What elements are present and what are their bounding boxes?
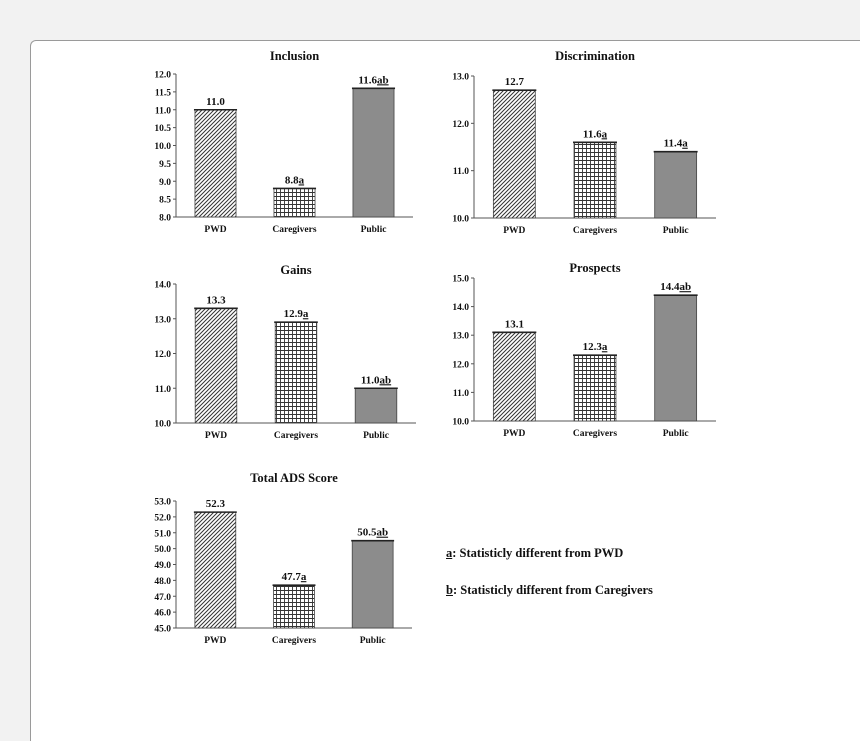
data-label: 13.1 [504, 318, 524, 331]
x-tick-label: Caregivers [271, 636, 317, 646]
data-label: 14.4ab [660, 281, 692, 294]
significance-marker: a [302, 308, 309, 321]
chart-title: Discrimination [555, 49, 635, 63]
y-tick-label: 10.0 [154, 419, 171, 430]
figure [148, 48, 718, 646]
y-tick-label: 49.0 [154, 561, 171, 571]
legend-item-b [446, 583, 653, 598]
bar-caregivers [574, 355, 616, 421]
x-tick-label: Public [360, 225, 387, 235]
chart-total-ads-score [148, 466, 438, 681]
data-label: 52.3 [205, 498, 225, 511]
x-tick-label: PWD [204, 431, 228, 441]
y-tick-label: 10.5 [154, 124, 171, 135]
y-tick-label: 45.0 [154, 624, 171, 635]
chart-title: Gains [280, 263, 312, 277]
x-tick-label: Caregivers [273, 431, 319, 441]
significance-marker: a [298, 174, 305, 187]
y-tick-label: 10.0 [452, 214, 469, 225]
data-label: 11.6ab [358, 74, 389, 87]
bar-pwd [195, 512, 236, 628]
bar-public [352, 541, 393, 628]
data-label: 11.4a [663, 137, 688, 150]
significance-marker: a [601, 341, 608, 354]
data-label: 47.7a [281, 571, 307, 584]
y-tick-label: 8.5 [159, 195, 171, 206]
bar-public [655, 152, 697, 218]
chart-discrimination [438, 48, 728, 263]
x-tick-label: Caregivers [572, 226, 618, 236]
bar-public [353, 88, 394, 217]
x-tick-label: Public [363, 431, 389, 441]
legend-text: : Statisticly different from PWD [452, 546, 624, 560]
bar-caregivers [275, 322, 317, 423]
data-label: 11.0 [206, 95, 225, 108]
y-tick-label: 8.0 [159, 213, 171, 224]
bar-caregivers [274, 188, 315, 217]
significance-marker: a [601, 128, 608, 141]
bar-caregivers [574, 142, 616, 218]
significance-marker: a [300, 571, 307, 584]
significance-marker: ab [679, 281, 692, 294]
bar-pwd [493, 332, 535, 421]
y-tick-label: 52.0 [154, 513, 171, 524]
chart-title: Inclusion [269, 49, 320, 63]
y-tick-label: 12.0 [452, 119, 469, 130]
y-tick-label: 53.0 [154, 497, 171, 508]
y-tick-label: 10.0 [452, 417, 469, 428]
y-tick-label: 9.5 [159, 159, 171, 170]
data-label: 50.5ab [357, 526, 389, 539]
data-label: 11.6a [582, 128, 608, 141]
bar-public [355, 388, 397, 423]
y-tick-label: 12.0 [452, 360, 469, 371]
x-tick-label: Caregivers [272, 225, 317, 235]
x-tick-label: Caregivers [572, 429, 618, 439]
legend-text: : Statisticly different from Caregivers [452, 583, 653, 597]
data-label: 8.8a [284, 174, 305, 187]
x-tick-label: PWD [503, 429, 526, 439]
y-tick-label: 51.0 [154, 529, 171, 540]
y-tick-label: 15.0 [452, 274, 469, 285]
y-tick-label: 9.0 [159, 177, 171, 188]
y-tick-label: 48.0 [154, 576, 171, 587]
legend-key: a [446, 546, 453, 560]
chart-prospects [438, 262, 728, 477]
x-tick-label: Public [662, 429, 689, 439]
bar-pwd [493, 90, 535, 218]
chart-inclusion [148, 48, 438, 263]
x-tick-label: Public [662, 226, 689, 236]
x-tick-label: PWD [204, 636, 227, 646]
data-label: 12.7 [504, 76, 524, 89]
significance-marker: a [682, 137, 688, 150]
significance-marker: ab [376, 526, 389, 539]
legend-key: b [446, 583, 453, 597]
x-tick-label: Public [359, 636, 386, 646]
y-tick-label: 50.0 [154, 545, 171, 556]
significance-marker: ab [379, 374, 392, 387]
data-label: 11.0ab [360, 374, 392, 387]
data-label: 12.3a [582, 341, 608, 354]
bar-caregivers [274, 585, 315, 628]
chart-gains [148, 262, 438, 477]
x-tick-label: PWD [204, 225, 227, 235]
y-tick-label: 13.0 [154, 315, 171, 326]
y-tick-label: 12.0 [154, 70, 171, 81]
y-tick-label: 46.0 [154, 608, 171, 619]
y-tick-label: 14.0 [154, 280, 171, 291]
y-tick-label: 47.0 [154, 592, 171, 603]
y-tick-label: 11.5 [154, 88, 171, 99]
y-tick-label: 13.0 [452, 72, 469, 83]
bar-public [655, 295, 697, 421]
bar-pwd [195, 308, 237, 423]
chart-title: Prospects [569, 261, 621, 275]
y-tick-label: 14.0 [452, 303, 469, 314]
data-label: 13.3 [206, 294, 226, 307]
y-tick-label: 12.0 [154, 350, 171, 360]
y-tick-label: 11.0 [452, 388, 469, 399]
bar-pwd [195, 110, 236, 217]
y-tick-label: 13.0 [452, 331, 469, 342]
y-tick-label: 11.0 [452, 167, 469, 178]
data-label: 12.9a [283, 308, 309, 321]
significance-marker: ab [377, 74, 389, 87]
chart-title: Total ADS Score [250, 471, 338, 485]
x-tick-label: PWD [503, 226, 526, 236]
legend-item-a [446, 546, 623, 561]
y-tick-label: 10.0 [154, 142, 171, 152]
y-tick-label: 11.0 [154, 384, 171, 395]
y-tick-label: 11.0 [154, 106, 171, 117]
